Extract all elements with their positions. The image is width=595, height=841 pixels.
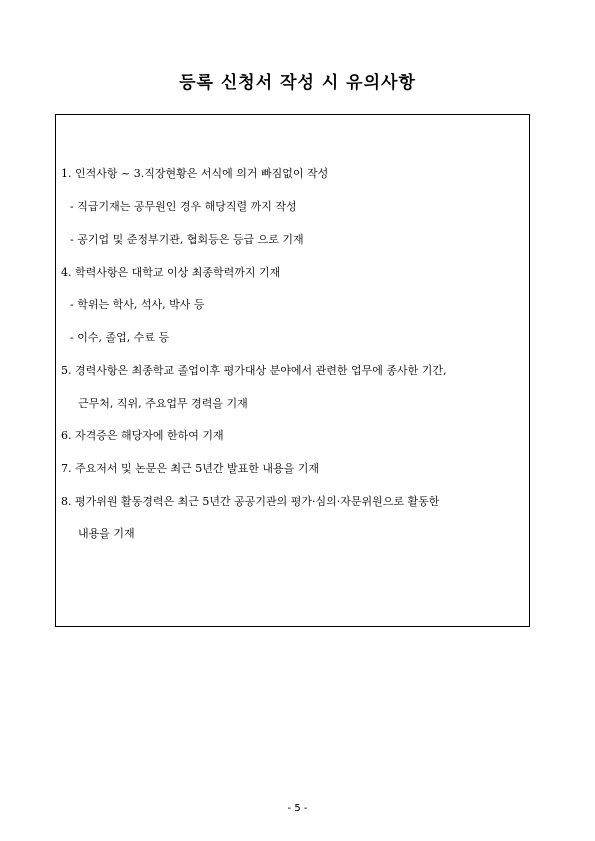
notice-item-8: 8. 평가위원 활동경력은 최근 5년간 공공기관의 평가·심의·자문위원으로 활동한 — [61, 495, 440, 508]
notice-subitem-rank: - 직급기재는 공무원인 경우 해당직렬 까지 작성 — [70, 200, 297, 213]
notice-subitem-completion: - 이수, 졸업, 수료 등 — [70, 331, 170, 344]
notice-item-5: 5. 경력사항은 최종학교 졸업이후 평가대상 분야에서 관련한 업무에 종사한 기간, — [61, 364, 447, 377]
notice-box — [55, 114, 530, 627]
page-title: 등록 신청서 작성 시 유의사항 — [179, 73, 416, 93]
notice-item-4: 4. 학력사항은 대학교 이상 최종학력까지 기재 — [61, 266, 281, 279]
notice-subitem-public-agency: - 공기업 및 준정부기관, 협회등은 등급 으로 기재 — [70, 233, 304, 246]
notice-item-1: 1. 인적사항 ~ 3.직장현황은 서식에 의거 빠짐없이 작성 — [61, 167, 329, 180]
notice-item-8-continued: 내용을 기재 — [78, 527, 135, 540]
notice-item-5-continued: 근무처, 직위, 주요업무 경력을 기재 — [78, 397, 248, 410]
notice-item-7: 7. 주요저서 및 논문은 최근 5년간 발표한 내용을 기재 — [61, 462, 319, 475]
page-number: - 5 - — [287, 803, 308, 814]
notice-item-6: 6. 자격증은 해당자에 한하여 기재 — [61, 429, 224, 442]
notice-subitem-degree: - 학위는 학사, 석사, 박사 등 — [70, 298, 205, 311]
